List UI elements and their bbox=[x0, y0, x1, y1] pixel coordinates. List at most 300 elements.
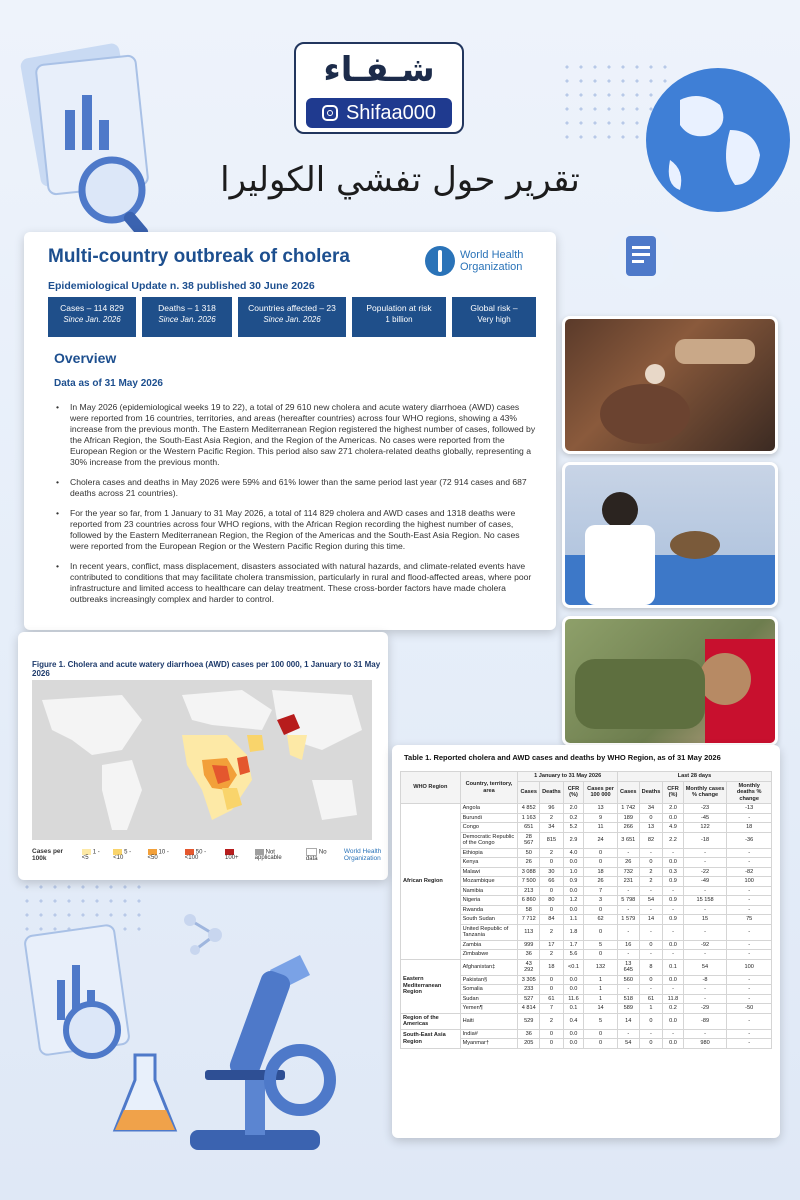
value-cell: 14 bbox=[584, 1004, 618, 1014]
value-cell: - bbox=[639, 886, 663, 896]
value-cell: 54 bbox=[617, 1039, 639, 1049]
region-cell: African Region bbox=[401, 804, 461, 960]
value-cell: 58 bbox=[518, 905, 540, 915]
value-cell: -18 bbox=[683, 832, 727, 848]
value-cell: 732 bbox=[617, 867, 639, 877]
value-cell: 0 bbox=[584, 905, 618, 915]
value-cell: 61 bbox=[639, 994, 663, 1004]
value-cell: 2.9 bbox=[563, 832, 583, 848]
value-cell: - bbox=[727, 940, 772, 950]
country-cell: Pakistan§ bbox=[460, 975, 518, 985]
country-cell: India# bbox=[460, 1029, 518, 1039]
value-cell: 0 bbox=[639, 858, 663, 868]
value-cell: 0 bbox=[540, 886, 564, 896]
value-cell: - bbox=[639, 950, 663, 960]
value-cell: 9 bbox=[584, 813, 618, 823]
value-cell: 815 bbox=[540, 832, 564, 848]
stats-row bbox=[48, 297, 536, 337]
value-cell: - bbox=[617, 886, 639, 896]
value-cell: 2 bbox=[540, 950, 564, 960]
value-cell: - bbox=[639, 985, 663, 995]
value-cell: 0 bbox=[584, 1029, 618, 1039]
group-header: Last 28 days bbox=[617, 772, 771, 782]
country-cell: Kenya bbox=[460, 858, 518, 868]
value-cell: 16 bbox=[617, 940, 639, 950]
bullet: • In recent years, conflict, mass displacement, disasters associated with natural hazards, and climate-related events have contributed to conditions that may facilitate cholera transmission, particularly in rural and flood-affected areas, where poor infrastructure and limited access to healthcare can delay treatment. These cross-border factors have made cholera outbreaks increasingly complex and harder to control. bbox=[70, 561, 536, 605]
value-cell: - bbox=[727, 896, 772, 906]
value-cell: 2.2 bbox=[663, 832, 683, 848]
brand-name: شـفـاء bbox=[323, 50, 435, 90]
legend-title: Cases per 100k bbox=[32, 848, 64, 862]
instagram-handle[interactable] bbox=[306, 98, 452, 128]
value-cell: -49 bbox=[683, 877, 727, 887]
value-cell: 132 bbox=[584, 959, 618, 975]
table-row bbox=[401, 1029, 772, 1039]
col-header: Deaths bbox=[540, 781, 564, 804]
value-cell: - bbox=[663, 886, 683, 896]
value-cell: 1 bbox=[584, 985, 618, 995]
value-cell: 0.9 bbox=[663, 896, 683, 906]
value-cell: 518 bbox=[617, 994, 639, 1004]
value-cell: 5 798 bbox=[617, 896, 639, 906]
value-cell: 5.6 bbox=[563, 950, 583, 960]
value-cell: - bbox=[663, 924, 683, 940]
who-logo: World Health Organization bbox=[343, 848, 382, 862]
value-cell: 0 bbox=[639, 940, 663, 950]
value-cell: - bbox=[727, 905, 772, 915]
value-cell: 2.0 bbox=[563, 804, 583, 814]
value-cell: 1.1 bbox=[563, 915, 583, 925]
bullet: • In May 2026 (epidemiological weeks 19 to 22), a total of 29 610 new cholera and acute watery diarrhoea (AWD) cases were reported from 16 countries, territories, and areas (hereafter countries) across four WHO regions, showing a 43% increase from the previous month. The Eastern Mediterranean Region registered the highest number of cases, followed by the African Region, the South-East Asia Region, and the Region of the Americas. No cases were reported from the European Region or the Western Pacific Region. This period also saw 271 cholera-related deaths globally, representing a 30% increase from the previous month. bbox=[70, 402, 536, 468]
value-cell: 26 bbox=[518, 858, 540, 868]
value-cell: -23 bbox=[683, 804, 727, 814]
value-cell: 2 bbox=[540, 924, 564, 940]
value-cell: 6 860 bbox=[518, 896, 540, 906]
value-cell: 18 bbox=[727, 823, 772, 833]
value-cell: 1 bbox=[584, 994, 618, 1004]
value-cell: 4 852 bbox=[518, 804, 540, 814]
report-subtitle: Epidemiological Update n. 38 published 30 June 2026 bbox=[48, 280, 315, 292]
value-cell: 529 bbox=[518, 1013, 540, 1029]
value-cell: - bbox=[683, 985, 727, 995]
region-cell: South-East Asia Region bbox=[401, 1029, 461, 1048]
value-cell: 61 bbox=[540, 994, 564, 1004]
bullet: • For the year so far, from 1 January to 31 May 2026, a total of 114 829 cholera and AWD cases and 1318 deaths were reported from 23 countries across four WHO regions, with the African Region recording the highest number of cases, followed by the Eastern Mediterranean Region, the Region of the Americas and the South-East Asia Region. No cases were reported from the European Region or the Western Pacific Region during this time. bbox=[70, 508, 536, 552]
country-cell: Afghanistan‡ bbox=[460, 959, 518, 975]
table-row bbox=[401, 804, 772, 814]
value-cell: 2.0 bbox=[663, 804, 683, 814]
value-cell: 1 bbox=[584, 975, 618, 985]
legend-item: Not applicable bbox=[254, 849, 282, 862]
value-cell: - bbox=[727, 886, 772, 896]
value-cell: 15 bbox=[683, 915, 727, 925]
country-cell: Ethiopia bbox=[460, 848, 518, 858]
value-cell: 100 bbox=[727, 959, 772, 975]
value-cell: 2 bbox=[540, 848, 564, 858]
photo-clinic-bed bbox=[562, 462, 778, 608]
value-cell: 0.1 bbox=[663, 959, 683, 975]
value-cell: - bbox=[683, 994, 727, 1004]
value-cell: 0 bbox=[639, 1013, 663, 1029]
value-cell: 0 bbox=[540, 858, 564, 868]
value-cell: 1 163 bbox=[518, 813, 540, 823]
value-cell: 0 bbox=[639, 1039, 663, 1049]
value-cell: 0.9 bbox=[563, 877, 583, 887]
country-cell: Burundi bbox=[460, 813, 518, 823]
col-header: Cases bbox=[617, 781, 639, 804]
value-cell: - bbox=[617, 924, 639, 940]
value-cell: - bbox=[639, 848, 663, 858]
value-cell: 14 bbox=[639, 915, 663, 925]
value-cell: 17 bbox=[540, 940, 564, 950]
value-cell: -36 bbox=[727, 832, 772, 848]
value-cell: 0 bbox=[584, 950, 618, 960]
figure-title: Figure 1. Cholera and acute watery diarrhoea (AWD) cases per 100 000, 1 January to 31 May 2026 bbox=[32, 660, 381, 678]
cases-table bbox=[400, 771, 772, 1049]
legend-item: 5 - <10 bbox=[113, 849, 132, 862]
globe-icon bbox=[640, 60, 790, 230]
value-cell: 205 bbox=[518, 1039, 540, 1049]
value-cell: 0.0 bbox=[563, 975, 583, 985]
value-cell: - bbox=[727, 813, 772, 823]
value-cell: 15 158 bbox=[683, 896, 727, 906]
value-cell: 189 bbox=[617, 813, 639, 823]
value-cell: 0.0 bbox=[563, 985, 583, 995]
report-excerpt bbox=[24, 232, 556, 630]
value-cell: 0 bbox=[584, 848, 618, 858]
value-cell: 54 bbox=[639, 896, 663, 906]
file-icon bbox=[606, 222, 676, 292]
col-header: Cases bbox=[518, 781, 540, 804]
value-cell: 0 bbox=[639, 975, 663, 985]
value-cell: 1 579 bbox=[617, 915, 639, 925]
value-cell: 26 bbox=[617, 858, 639, 868]
country-cell: Sudan bbox=[460, 994, 518, 1004]
value-cell: - bbox=[727, 975, 772, 985]
value-cell: - bbox=[727, 858, 772, 868]
value-cell: 11.8 bbox=[663, 994, 683, 1004]
value-cell: - bbox=[639, 924, 663, 940]
value-cell: 3 651 bbox=[617, 832, 639, 848]
country-cell: Congo bbox=[460, 823, 518, 833]
stat-box: Countries affected – 23 Since Jan. 2026 bbox=[238, 297, 346, 337]
value-cell: 266 bbox=[617, 823, 639, 833]
value-cell: 1.7 bbox=[563, 940, 583, 950]
value-cell: 5 bbox=[584, 1013, 618, 1029]
value-cell: 18 bbox=[584, 867, 618, 877]
value-cell: 50 bbox=[518, 848, 540, 858]
value-cell: 0.0 bbox=[563, 886, 583, 896]
table-card bbox=[392, 745, 780, 1138]
document-icon bbox=[22, 920, 142, 1080]
value-cell: - bbox=[727, 1039, 772, 1049]
value-cell: - bbox=[639, 905, 663, 915]
table-row bbox=[401, 1013, 772, 1029]
value-cell: 0.0 bbox=[663, 858, 683, 868]
value-cell: -29 bbox=[683, 1004, 727, 1014]
value-cell: 36 bbox=[518, 1029, 540, 1039]
value-cell: -45 bbox=[683, 813, 727, 823]
value-cell: - bbox=[727, 994, 772, 1004]
value-cell: 84 bbox=[540, 915, 564, 925]
stat-box: Population at risk 1 billion bbox=[352, 297, 446, 337]
value-cell: 651 bbox=[518, 823, 540, 833]
value-cell: 0.0 bbox=[663, 1039, 683, 1049]
value-cell: 0 bbox=[639, 813, 663, 823]
country-cell: Democratic Republic of the Congo bbox=[460, 832, 518, 848]
value-cell: 4.0 bbox=[563, 848, 583, 858]
stat-box: Global risk – Very high bbox=[452, 297, 536, 337]
legend-item: 10 - <50 bbox=[147, 849, 169, 862]
value-cell: 28 567 bbox=[518, 832, 540, 848]
value-cell: 0.0 bbox=[563, 905, 583, 915]
value-cell: 1.8 bbox=[563, 924, 583, 940]
value-cell: 0 bbox=[540, 1039, 564, 1049]
overview-heading: Overview bbox=[54, 350, 117, 366]
value-cell: - bbox=[683, 848, 727, 858]
value-cell: 62 bbox=[584, 915, 618, 925]
stat-box: Cases – 114 829 Since Jan. 2026 bbox=[48, 297, 136, 337]
country-cell: Yemen¶ bbox=[460, 1004, 518, 1014]
value-cell: -89 bbox=[683, 1013, 727, 1029]
country-cell: Zambia bbox=[460, 940, 518, 950]
photo-illustration bbox=[565, 319, 775, 451]
value-cell: -8 bbox=[683, 975, 727, 985]
value-cell: 54 bbox=[683, 959, 727, 975]
value-cell: - bbox=[727, 1029, 772, 1039]
value-cell: - bbox=[663, 950, 683, 960]
table-row bbox=[401, 959, 772, 975]
world-map bbox=[32, 680, 372, 840]
table-title: Table 1. Reported cholera and AWD cases and deaths by WHO Region, as of 31 May 2026 bbox=[404, 753, 721, 762]
value-cell: -13 bbox=[727, 804, 772, 814]
group-header: 1 January to 31 May 2026 bbox=[518, 772, 618, 782]
country-cell: United Republic of Tanzania bbox=[460, 924, 518, 940]
value-cell: 980 bbox=[683, 1039, 727, 1049]
value-cell: 1.2 bbox=[563, 896, 583, 906]
value-cell: 11 bbox=[584, 823, 618, 833]
value-cell: 13 bbox=[639, 823, 663, 833]
value-cell: - bbox=[617, 905, 639, 915]
legend-item: No data bbox=[305, 849, 327, 862]
value-cell: - bbox=[617, 950, 639, 960]
value-cell: 4.9 bbox=[663, 823, 683, 833]
value-cell: - bbox=[727, 1013, 772, 1029]
value-cell: -22 bbox=[683, 867, 727, 877]
photo-child-bed bbox=[562, 616, 778, 746]
value-cell: 34 bbox=[639, 804, 663, 814]
value-cell: 7 bbox=[540, 1004, 564, 1014]
value-cell: 0 bbox=[540, 1029, 564, 1039]
value-cell: 7 500 bbox=[518, 877, 540, 887]
value-cell: 0.0 bbox=[563, 858, 583, 868]
country-cell: Mozambique bbox=[460, 877, 518, 887]
value-cell: - bbox=[727, 950, 772, 960]
value-cell: 13 bbox=[584, 804, 618, 814]
value-cell: 0.9 bbox=[663, 877, 683, 887]
value-cell: 0.0 bbox=[563, 1029, 583, 1039]
value-cell: 7 712 bbox=[518, 915, 540, 925]
legend-item: 1 - <5 bbox=[81, 849, 100, 862]
country-cell: Myanmar† bbox=[460, 1039, 518, 1049]
col-header: Cases per 100 000 bbox=[584, 781, 618, 804]
country-cell: Namibia bbox=[460, 886, 518, 896]
value-cell: - bbox=[727, 848, 772, 858]
value-cell: 2 bbox=[639, 867, 663, 877]
value-cell: 0.0 bbox=[663, 813, 683, 823]
value-cell: 3 305 bbox=[518, 975, 540, 985]
value-cell: - bbox=[663, 1029, 683, 1039]
value-cell: - bbox=[727, 924, 772, 940]
value-cell: 0 bbox=[584, 858, 618, 868]
country-cell: South Sudan bbox=[460, 915, 518, 925]
country-cell: Haiti bbox=[460, 1013, 518, 1029]
legend-item: 100+ bbox=[225, 849, 247, 862]
value-cell: 18 bbox=[540, 959, 564, 975]
value-cell: - bbox=[727, 985, 772, 995]
country-cell: Malawi bbox=[460, 867, 518, 877]
value-cell: 0.0 bbox=[563, 1039, 583, 1049]
value-cell: 0.0 bbox=[663, 940, 683, 950]
value-cell: - bbox=[663, 985, 683, 995]
value-cell: 999 bbox=[518, 940, 540, 950]
legend-item: 50 - <100 bbox=[184, 849, 207, 862]
country-cell: Rwanda bbox=[460, 905, 518, 915]
map-shapes bbox=[32, 680, 372, 840]
value-cell: - bbox=[639, 1029, 663, 1039]
value-cell: 0 bbox=[540, 975, 564, 985]
region-cell: Region of the Americas bbox=[401, 1013, 461, 1029]
value-cell: 2 bbox=[540, 1013, 564, 1029]
value-cell: 0.0 bbox=[663, 975, 683, 985]
value-cell: 0.0 bbox=[663, 1013, 683, 1029]
who-emblem-icon bbox=[425, 246, 455, 276]
document-icon bbox=[20, 40, 160, 240]
country-cell: Angola bbox=[460, 804, 518, 814]
value-cell: 24 bbox=[584, 832, 618, 848]
value-cell: -50 bbox=[727, 1004, 772, 1014]
col-header: Country, territory, area bbox=[460, 772, 518, 804]
value-cell: 2 bbox=[639, 877, 663, 887]
microscope-icon bbox=[150, 930, 350, 1160]
value-cell: - bbox=[663, 905, 683, 915]
value-cell: 3 bbox=[584, 896, 618, 906]
value-cell: 0.3 bbox=[663, 867, 683, 877]
value-cell: 11.6 bbox=[563, 994, 583, 1004]
photo-illustration bbox=[565, 465, 775, 605]
value-cell: 13 645 bbox=[617, 959, 639, 975]
value-cell: 96 bbox=[540, 804, 564, 814]
overview-bullets bbox=[70, 402, 536, 614]
value-cell: 8 bbox=[639, 959, 663, 975]
value-cell: 0 bbox=[584, 924, 618, 940]
col-header: CFR (%) bbox=[663, 781, 683, 804]
value-cell: 0.4 bbox=[563, 1013, 583, 1029]
col-header: Monthly deaths % change bbox=[727, 781, 772, 804]
figure-card bbox=[18, 632, 388, 880]
value-cell: - bbox=[683, 905, 727, 915]
value-cell: 100 bbox=[727, 877, 772, 887]
value-cell: 1 742 bbox=[617, 804, 639, 814]
value-cell: 0.1 bbox=[563, 1004, 583, 1014]
map-legend bbox=[32, 848, 388, 862]
value-cell: 1.0 bbox=[563, 867, 583, 877]
value-cell: 0.2 bbox=[663, 1004, 683, 1014]
poster-title: تقرير حول تفشي الكوليرا bbox=[220, 160, 580, 200]
bullet: • Cholera cases and deaths in May 2026 were 59% and 61% lower than the same period last year (72 914 cases and 687 deaths across 21 countries). bbox=[70, 477, 536, 499]
col-header: Monthly cases % change bbox=[683, 781, 727, 804]
value-cell: - bbox=[683, 924, 727, 940]
value-cell: 0.9 bbox=[663, 915, 683, 925]
report-title: Multi-country outbreak of cholera bbox=[48, 246, 350, 267]
photo-child-vaccine bbox=[562, 316, 778, 454]
value-cell: -82 bbox=[727, 867, 772, 877]
value-cell: 80 bbox=[540, 896, 564, 906]
value-cell: 2 bbox=[540, 813, 564, 823]
value-cell: 1 bbox=[639, 1004, 663, 1014]
value-cell: 122 bbox=[683, 823, 727, 833]
value-cell: 0 bbox=[584, 1039, 618, 1049]
stat-box: Deaths – 1 318 Since Jan. 2026 bbox=[142, 297, 232, 337]
brand-logo bbox=[294, 42, 464, 134]
value-cell: - bbox=[663, 848, 683, 858]
value-cell: -92 bbox=[683, 940, 727, 950]
value-cell: - bbox=[683, 950, 727, 960]
value-cell: 43 292 bbox=[518, 959, 540, 975]
value-cell: 0.2 bbox=[563, 813, 583, 823]
table-body bbox=[401, 804, 772, 1049]
value-cell: 0 bbox=[540, 985, 564, 995]
value-cell: 4 814 bbox=[518, 1004, 540, 1014]
value-cell: 36 bbox=[518, 950, 540, 960]
value-cell: 5 bbox=[584, 940, 618, 950]
value-cell: 7 bbox=[584, 886, 618, 896]
col-header: WHO Region bbox=[401, 772, 461, 804]
country-cell: Somalia bbox=[460, 985, 518, 995]
value-cell: 26 bbox=[584, 877, 618, 887]
value-cell: 75 bbox=[727, 915, 772, 925]
col-header: Deaths bbox=[639, 781, 663, 804]
value-cell: - bbox=[683, 858, 727, 868]
value-cell: - bbox=[617, 848, 639, 858]
value-cell: <0.1 bbox=[563, 959, 583, 975]
instagram-icon bbox=[322, 105, 338, 121]
value-cell: 213 bbox=[518, 886, 540, 896]
value-cell: - bbox=[617, 985, 639, 995]
col-header: CFR (%) bbox=[563, 781, 583, 804]
value-cell: 231 bbox=[617, 877, 639, 887]
value-cell: 527 bbox=[518, 994, 540, 1004]
value-cell: - bbox=[683, 1029, 727, 1039]
value-cell: 5.2 bbox=[563, 823, 583, 833]
molecule-icon bbox=[180, 910, 230, 960]
value-cell: - bbox=[683, 886, 727, 896]
handle-text: Shifaa000 bbox=[345, 101, 437, 124]
value-cell: 589 bbox=[617, 1004, 639, 1014]
country-cell: Zimbabwe bbox=[460, 950, 518, 960]
value-cell: 66 bbox=[540, 877, 564, 887]
who-logo bbox=[425, 246, 534, 276]
region-cell: Eastern Mediterranean Region bbox=[401, 959, 461, 1013]
who-name: World Health Organization bbox=[460, 249, 524, 273]
value-cell: 14 bbox=[617, 1013, 639, 1029]
value-cell: 30 bbox=[540, 867, 564, 877]
value-cell: 3 088 bbox=[518, 867, 540, 877]
value-cell: 34 bbox=[540, 823, 564, 833]
country-cell: Nigeria bbox=[460, 896, 518, 906]
value-cell: 82 bbox=[639, 832, 663, 848]
photo-illustration bbox=[565, 619, 775, 743]
